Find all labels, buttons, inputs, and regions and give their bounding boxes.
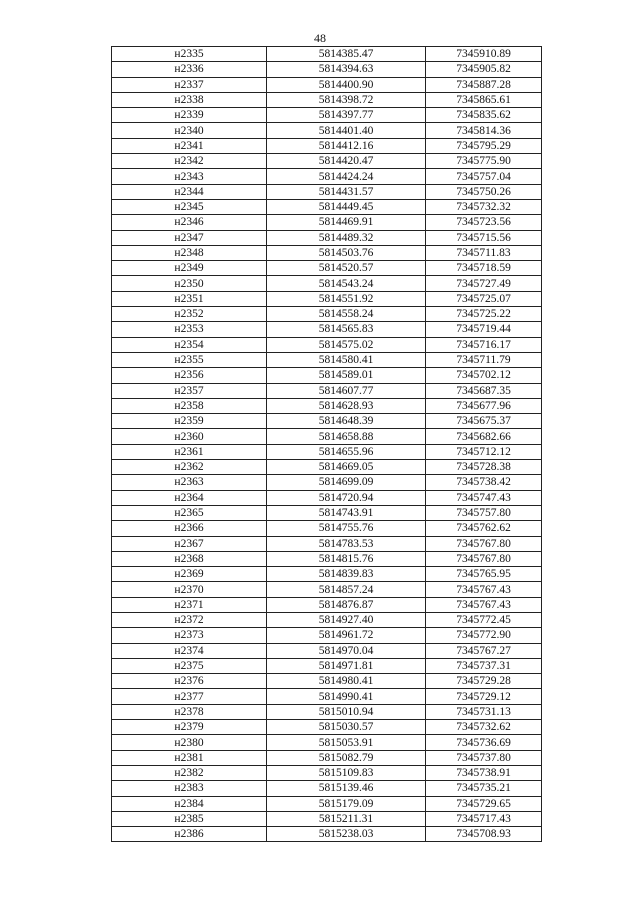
x-coordinate-cell: 5814520.57 bbox=[267, 261, 426, 276]
x-coordinate-cell: 5814839.83 bbox=[267, 567, 426, 582]
table-row bbox=[112, 444, 542, 459]
point-id-cell: н2376 bbox=[112, 674, 267, 689]
table-row bbox=[112, 92, 542, 107]
table-row bbox=[112, 398, 542, 413]
table-row bbox=[112, 337, 542, 352]
y-coordinate-cell: 7345675.37 bbox=[426, 414, 542, 429]
x-coordinate-cell: 5815053.91 bbox=[267, 735, 426, 750]
y-coordinate-cell: 7345682.66 bbox=[426, 429, 542, 444]
x-coordinate-cell: 5815109.83 bbox=[267, 765, 426, 780]
x-coordinate-cell: 5814565.83 bbox=[267, 322, 426, 337]
x-coordinate-cell: 5814400.90 bbox=[267, 77, 426, 92]
x-coordinate-cell: 5814431.57 bbox=[267, 184, 426, 199]
y-coordinate-cell: 7345767.43 bbox=[426, 597, 542, 612]
x-coordinate-cell: 5815082.79 bbox=[267, 750, 426, 765]
y-coordinate-cell: 7345702.12 bbox=[426, 368, 542, 383]
point-id-cell: н2339 bbox=[112, 108, 267, 123]
y-coordinate-cell: 7345775.90 bbox=[426, 154, 542, 169]
point-id-cell: н2344 bbox=[112, 184, 267, 199]
x-coordinate-cell: 5814489.32 bbox=[267, 230, 426, 245]
y-coordinate-cell: 7345712.12 bbox=[426, 444, 542, 459]
x-coordinate-cell: 5814857.24 bbox=[267, 582, 426, 597]
table-row bbox=[112, 597, 542, 612]
point-id-cell: н2377 bbox=[112, 689, 267, 704]
point-id-cell: н2335 bbox=[112, 47, 267, 62]
point-id-cell: н2375 bbox=[112, 658, 267, 673]
table-row bbox=[112, 750, 542, 765]
y-coordinate-cell: 7345723.56 bbox=[426, 215, 542, 230]
y-coordinate-cell: 7345737.80 bbox=[426, 750, 542, 765]
x-coordinate-cell: 5814398.72 bbox=[267, 92, 426, 107]
point-id-cell: н2353 bbox=[112, 322, 267, 337]
point-id-cell: н2351 bbox=[112, 291, 267, 306]
y-coordinate-cell: 7345765.95 bbox=[426, 567, 542, 582]
point-id-cell: н2354 bbox=[112, 337, 267, 352]
table-row bbox=[112, 521, 542, 536]
y-coordinate-cell: 7345738.91 bbox=[426, 765, 542, 780]
point-id-cell: н2386 bbox=[112, 827, 267, 842]
y-coordinate-cell: 7345767.80 bbox=[426, 536, 542, 551]
table-row bbox=[112, 429, 542, 444]
y-coordinate-cell: 7345750.26 bbox=[426, 184, 542, 199]
point-id-cell: н2370 bbox=[112, 582, 267, 597]
x-coordinate-cell: 5814755.76 bbox=[267, 521, 426, 536]
point-id-cell: н2350 bbox=[112, 276, 267, 291]
x-coordinate-cell: 5814394.63 bbox=[267, 62, 426, 77]
y-coordinate-cell: 7345767.43 bbox=[426, 582, 542, 597]
table-row bbox=[112, 230, 542, 245]
y-coordinate-cell: 7345738.42 bbox=[426, 475, 542, 490]
table-row bbox=[112, 47, 542, 62]
y-coordinate-cell: 7345715.56 bbox=[426, 230, 542, 245]
coordinates-table-body bbox=[112, 47, 542, 842]
point-id-cell: н2347 bbox=[112, 230, 267, 245]
table-row bbox=[112, 704, 542, 719]
y-coordinate-cell: 7345687.35 bbox=[426, 383, 542, 398]
y-coordinate-cell: 7345677.96 bbox=[426, 398, 542, 413]
x-coordinate-cell: 5814543.24 bbox=[267, 276, 426, 291]
x-coordinate-cell: 5814876.87 bbox=[267, 597, 426, 612]
y-coordinate-cell: 7345731.13 bbox=[426, 704, 542, 719]
point-id-cell: н2348 bbox=[112, 245, 267, 260]
x-coordinate-cell: 5814412.16 bbox=[267, 138, 426, 153]
y-coordinate-cell: 7345725.22 bbox=[426, 307, 542, 322]
y-coordinate-cell: 7345717.43 bbox=[426, 811, 542, 826]
table-row bbox=[112, 215, 542, 230]
x-coordinate-cell: 5814980.41 bbox=[267, 674, 426, 689]
x-coordinate-cell: 5814655.96 bbox=[267, 444, 426, 459]
point-id-cell: н2360 bbox=[112, 429, 267, 444]
point-id-cell: н2378 bbox=[112, 704, 267, 719]
x-coordinate-cell: 5814743.91 bbox=[267, 505, 426, 520]
x-coordinate-cell: 5814658.88 bbox=[267, 429, 426, 444]
table-row bbox=[112, 77, 542, 92]
y-coordinate-cell: 7345727.49 bbox=[426, 276, 542, 291]
y-coordinate-cell: 7345735.21 bbox=[426, 781, 542, 796]
point-id-cell: н2356 bbox=[112, 368, 267, 383]
table-row bbox=[112, 368, 542, 383]
point-id-cell: н2381 bbox=[112, 750, 267, 765]
point-id-cell: н2359 bbox=[112, 414, 267, 429]
y-coordinate-cell: 7345718.59 bbox=[426, 261, 542, 276]
table-row bbox=[112, 352, 542, 367]
point-id-cell: н2367 bbox=[112, 536, 267, 551]
y-coordinate-cell: 7345725.07 bbox=[426, 291, 542, 306]
x-coordinate-cell: 5814970.04 bbox=[267, 643, 426, 658]
point-id-cell: н2384 bbox=[112, 796, 267, 811]
y-coordinate-cell: 7345795.29 bbox=[426, 138, 542, 153]
table-row bbox=[112, 460, 542, 475]
point-id-cell: н2374 bbox=[112, 643, 267, 658]
x-coordinate-cell: 5814607.77 bbox=[267, 383, 426, 398]
y-coordinate-cell: 7345767.80 bbox=[426, 551, 542, 566]
y-coordinate-cell: 7345835.62 bbox=[426, 108, 542, 123]
page-number: 48 bbox=[314, 31, 326, 45]
y-coordinate-cell: 7345762.62 bbox=[426, 521, 542, 536]
table-row bbox=[112, 674, 542, 689]
table-row bbox=[112, 720, 542, 735]
point-id-cell: н2369 bbox=[112, 567, 267, 582]
coordinates-table bbox=[111, 46, 542, 842]
x-coordinate-cell: 5814385.47 bbox=[267, 47, 426, 62]
y-coordinate-cell: 7345910.89 bbox=[426, 47, 542, 62]
y-coordinate-cell: 7345747.43 bbox=[426, 490, 542, 505]
point-id-cell: н2379 bbox=[112, 720, 267, 735]
table-row bbox=[112, 184, 542, 199]
point-id-cell: н2372 bbox=[112, 612, 267, 627]
y-coordinate-cell: 7345729.65 bbox=[426, 796, 542, 811]
table-row bbox=[112, 62, 542, 77]
table-row bbox=[112, 108, 542, 123]
table-row bbox=[112, 567, 542, 582]
point-id-cell: н2382 bbox=[112, 765, 267, 780]
y-coordinate-cell: 7345814.36 bbox=[426, 123, 542, 138]
y-coordinate-cell: 7345708.93 bbox=[426, 827, 542, 842]
x-coordinate-cell: 5814551.92 bbox=[267, 291, 426, 306]
table-row bbox=[112, 475, 542, 490]
table-row bbox=[112, 551, 542, 566]
point-id-cell: н2337 bbox=[112, 77, 267, 92]
y-coordinate-cell: 7345767.27 bbox=[426, 643, 542, 658]
table-row bbox=[112, 138, 542, 153]
point-id-cell: н2338 bbox=[112, 92, 267, 107]
table-row bbox=[112, 781, 542, 796]
y-coordinate-cell: 7345728.38 bbox=[426, 460, 542, 475]
point-id-cell: н2349 bbox=[112, 261, 267, 276]
table-row bbox=[112, 291, 542, 306]
point-id-cell: н2357 bbox=[112, 383, 267, 398]
y-coordinate-cell: 7345757.80 bbox=[426, 505, 542, 520]
table-row bbox=[112, 628, 542, 643]
table-row bbox=[112, 505, 542, 520]
x-coordinate-cell: 5815211.31 bbox=[267, 811, 426, 826]
point-id-cell: н2362 bbox=[112, 460, 267, 475]
x-coordinate-cell: 5814961.72 bbox=[267, 628, 426, 643]
point-id-cell: н2361 bbox=[112, 444, 267, 459]
y-coordinate-cell: 7345729.12 bbox=[426, 689, 542, 704]
table-row bbox=[112, 383, 542, 398]
y-coordinate-cell: 7345719.44 bbox=[426, 322, 542, 337]
point-id-cell: н2343 bbox=[112, 169, 267, 184]
x-coordinate-cell: 5815030.57 bbox=[267, 720, 426, 735]
x-coordinate-cell: 5814699.09 bbox=[267, 475, 426, 490]
table-row bbox=[112, 582, 542, 597]
x-coordinate-cell: 5814424.24 bbox=[267, 169, 426, 184]
x-coordinate-cell: 5814783.53 bbox=[267, 536, 426, 551]
x-coordinate-cell: 5815010.94 bbox=[267, 704, 426, 719]
y-coordinate-cell: 7345732.62 bbox=[426, 720, 542, 735]
point-id-cell: н2371 bbox=[112, 597, 267, 612]
table-row bbox=[112, 414, 542, 429]
table-row bbox=[112, 796, 542, 811]
x-coordinate-cell: 5814401.40 bbox=[267, 123, 426, 138]
point-id-cell: н2383 bbox=[112, 781, 267, 796]
x-coordinate-cell: 5814575.02 bbox=[267, 337, 426, 352]
y-coordinate-cell: 7345737.31 bbox=[426, 658, 542, 673]
point-id-cell: н2364 bbox=[112, 490, 267, 505]
table-row bbox=[112, 322, 542, 337]
point-id-cell: н2342 bbox=[112, 154, 267, 169]
x-coordinate-cell: 5814815.76 bbox=[267, 551, 426, 566]
x-coordinate-cell: 5814580.41 bbox=[267, 352, 426, 367]
point-id-cell: н2373 bbox=[112, 628, 267, 643]
point-id-cell: н2345 bbox=[112, 199, 267, 214]
table-row bbox=[112, 643, 542, 658]
x-coordinate-cell: 5814420.47 bbox=[267, 154, 426, 169]
y-coordinate-cell: 7345716.17 bbox=[426, 337, 542, 352]
point-id-cell: н2368 bbox=[112, 551, 267, 566]
table-row bbox=[112, 169, 542, 184]
point-id-cell: н2336 bbox=[112, 62, 267, 77]
table-row bbox=[112, 689, 542, 704]
x-coordinate-cell: 5814589.01 bbox=[267, 368, 426, 383]
y-coordinate-cell: 7345772.90 bbox=[426, 628, 542, 643]
table-row bbox=[112, 307, 542, 322]
x-coordinate-cell: 5814720.94 bbox=[267, 490, 426, 505]
table-row bbox=[112, 827, 542, 842]
y-coordinate-cell: 7345887.28 bbox=[426, 77, 542, 92]
x-coordinate-cell: 5814648.39 bbox=[267, 414, 426, 429]
point-id-cell: н2380 bbox=[112, 735, 267, 750]
table-row bbox=[112, 490, 542, 505]
table-row bbox=[112, 765, 542, 780]
table-row bbox=[112, 154, 542, 169]
y-coordinate-cell: 7345711.83 bbox=[426, 245, 542, 260]
x-coordinate-cell: 5815179.09 bbox=[267, 796, 426, 811]
x-coordinate-cell: 5814628.93 bbox=[267, 398, 426, 413]
x-coordinate-cell: 5814669.05 bbox=[267, 460, 426, 475]
table-row bbox=[112, 612, 542, 627]
point-id-cell: н2346 bbox=[112, 215, 267, 230]
y-coordinate-cell: 7345865.61 bbox=[426, 92, 542, 107]
x-coordinate-cell: 5815139.46 bbox=[267, 781, 426, 796]
point-id-cell: н2341 bbox=[112, 138, 267, 153]
y-coordinate-cell: 7345732.32 bbox=[426, 199, 542, 214]
x-coordinate-cell: 5814558.24 bbox=[267, 307, 426, 322]
table-row bbox=[112, 811, 542, 826]
point-id-cell: н2385 bbox=[112, 811, 267, 826]
x-coordinate-cell: 5814449.45 bbox=[267, 199, 426, 214]
point-id-cell: н2366 bbox=[112, 521, 267, 536]
x-coordinate-cell: 5814503.76 bbox=[267, 245, 426, 260]
x-coordinate-cell: 5814971.81 bbox=[267, 658, 426, 673]
y-coordinate-cell: 7345757.04 bbox=[426, 169, 542, 184]
point-id-cell: н2365 bbox=[112, 505, 267, 520]
x-coordinate-cell: 5815238.03 bbox=[267, 827, 426, 842]
table-row bbox=[112, 261, 542, 276]
table-row bbox=[112, 199, 542, 214]
x-coordinate-cell: 5814990.41 bbox=[267, 689, 426, 704]
table-row bbox=[112, 123, 542, 138]
point-id-cell: н2340 bbox=[112, 123, 267, 138]
point-id-cell: н2355 bbox=[112, 352, 267, 367]
y-coordinate-cell: 7345772.45 bbox=[426, 612, 542, 627]
y-coordinate-cell: 7345736.69 bbox=[426, 735, 542, 750]
point-id-cell: н2363 bbox=[112, 475, 267, 490]
y-coordinate-cell: 7345729.28 bbox=[426, 674, 542, 689]
table-row bbox=[112, 536, 542, 551]
point-id-cell: н2358 bbox=[112, 398, 267, 413]
y-coordinate-cell: 7345711.79 bbox=[426, 352, 542, 367]
x-coordinate-cell: 5814397.77 bbox=[267, 108, 426, 123]
table-row bbox=[112, 245, 542, 260]
point-id-cell: н2352 bbox=[112, 307, 267, 322]
y-coordinate-cell: 7345905.82 bbox=[426, 62, 542, 77]
table-row bbox=[112, 735, 542, 750]
x-coordinate-cell: 5814927.40 bbox=[267, 612, 426, 627]
table-row bbox=[112, 276, 542, 291]
table-row bbox=[112, 658, 542, 673]
x-coordinate-cell: 5814469.91 bbox=[267, 215, 426, 230]
